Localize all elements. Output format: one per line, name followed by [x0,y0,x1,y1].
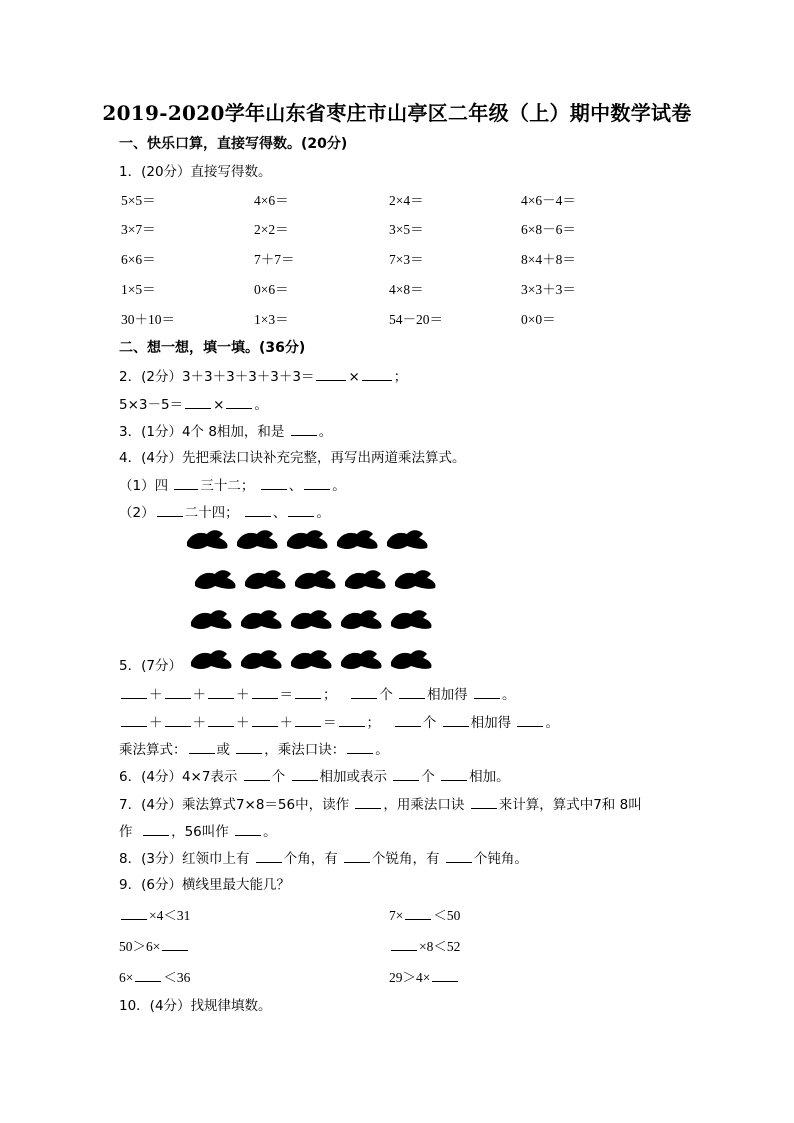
calc-item: 2×2＝ [254,222,289,237]
question-10-stem: 10．(4分）找规律填数。 [119,998,272,1014]
inequality-item: ×8＜52 [389,937,460,956]
answer-blank[interactable] [432,968,458,982]
question-1-stem: 1．(20分）直接写得数。 [119,164,272,180]
answer-blank[interactable] [291,422,317,436]
question-3: 3．(1分）4个 8相加，和是 。 [119,424,333,440]
calc-item: 4×6＝ [254,193,289,208]
answer-blank[interactable] [399,685,425,699]
answer-blank[interactable] [295,713,321,727]
dove-icon [241,610,282,629]
dove-icon [341,650,382,669]
calc-item: 3×7＝ [121,222,156,237]
question-5-line-3: 乘法算式： 或 ，乘法口诀： 。 [119,742,389,758]
dove-icon [345,570,386,589]
answer-blank[interactable] [135,968,161,982]
question-6: 6．(4分）4×7表示 个 相加或表示 个 相加。 [119,769,510,785]
answer-blank[interactable] [474,685,500,699]
answer-blank[interactable] [517,713,543,727]
answer-blank[interactable] [393,767,419,781]
calc-item: 30＋10＝ [121,312,175,327]
dove-icon [287,530,328,549]
inequality-item: 7× ＜50 [389,908,461,923]
answer-blank[interactable] [395,713,421,727]
inequality-item: 6× ＜36 [119,970,191,985]
answer-blank[interactable] [236,740,262,754]
dove-icon [387,530,428,549]
calc-item: 0×0＝ [521,312,556,327]
answer-blank[interactable] [252,685,278,699]
answer-blank[interactable] [157,503,183,517]
answer-blank[interactable] [295,685,321,699]
dove-icon [291,650,332,669]
answer-blank[interactable] [226,395,252,409]
dove-icon [245,570,286,589]
answer-blank[interactable] [446,849,472,863]
answer-blank[interactable] [165,685,191,699]
dove-icon [195,570,236,589]
dove-icon [187,530,228,549]
answer-blank[interactable] [351,685,377,699]
answer-blank[interactable] [208,713,234,727]
calc-item: 0×6＝ [254,282,289,297]
answer-blank[interactable] [121,906,147,920]
question-9-stem: 9．(6分）横线里最大能几？ [119,877,290,893]
page-title: 2019-2020学年山东省枣庄市山亭区二年级（上）期中数学试卷 [102,101,692,125]
answer-blank[interactable] [121,713,147,727]
question-4-stem: 4．(4分）先把乘法口诀补充完整，再写出两道乘法算式。 [119,450,466,466]
answer-blank[interactable] [261,476,287,490]
question-5-stem: 5．(7分） [119,658,182,674]
question-4-part-1: （1）四 三十二； 、 。 [119,478,346,494]
calc-item: 1×5＝ [121,282,156,297]
answer-blank[interactable] [252,713,278,727]
answer-blank[interactable] [391,937,417,951]
answer-blank[interactable] [288,503,314,517]
answer-blank[interactable] [471,795,497,809]
dove-icon [291,610,332,629]
question-2-part-a: 2．(2分）3＋3＋3＋3＋3＋3＝ × ； [119,369,408,385]
dove-icon [191,650,232,669]
answer-blank[interactable] [235,822,261,836]
question-7-line-2: 作 ，56叫作 。 [119,824,277,840]
answer-blank[interactable] [256,849,282,863]
dove-icon [191,610,232,629]
answer-blank[interactable] [443,713,469,727]
answer-blank[interactable] [185,395,211,409]
answer-blank[interactable] [121,685,147,699]
dove-icon [341,610,382,629]
section-2-heading: 二、想一想，填一填。(36分) [119,340,306,356]
answer-blank[interactable] [189,740,215,754]
calc-item: 54－20＝ [389,312,443,327]
calc-item: 7×3＝ [389,252,424,267]
calc-item: 7＋7＝ [254,252,295,267]
answer-blank[interactable] [339,713,365,727]
inequality-item: ×4＜31 [119,906,190,925]
calc-item: 6×6＝ [121,252,156,267]
answer-blank[interactable] [245,503,271,517]
question-5-line-1: ＋ ＋ ＋ ＝ ； 个 相加得 。 [119,685,515,704]
answer-blank[interactable] [165,713,191,727]
question-2-part-b: 5×3－5＝ × 。 [119,397,268,413]
answer-blank[interactable] [143,822,169,836]
dove-icon [337,530,378,549]
question-7-line-1: 7．(4分）乘法算式7×8＝56中，读作 ，用乘法口诀 来计算，算式中7和 8叫 [119,797,642,813]
question-4-part-2: （2） 二十四； 、 。 [119,505,330,521]
calc-item: 3×5＝ [389,222,424,237]
answer-blank[interactable] [344,849,370,863]
calc-item: 3×3＋3＝ [521,282,576,297]
dove-icon [391,650,432,669]
inequality-item: 50＞6× [119,937,190,956]
question-8: 8．(3分）红领巾上有 个角，有 个锐角，有 个钝角。 [119,851,528,867]
dove-icon [237,530,278,549]
answer-blank[interactable] [316,367,346,381]
answer-blank[interactable] [405,906,431,920]
answer-blank[interactable] [174,476,198,490]
inequality-item: 29＞4× [389,968,460,987]
answer-blank[interactable] [347,740,373,754]
answer-blank[interactable] [304,476,330,490]
section-1-heading: 一、快乐口算，直接写得数。(20分) [119,136,348,152]
dove-icon [295,570,336,589]
calc-item: 5×5＝ [121,193,156,208]
calc-item: 6×8－6＝ [521,222,576,237]
calc-item: 4×8＝ [389,282,424,297]
calc-item: 8×4＋8＝ [521,252,576,267]
answer-blank[interactable] [162,937,188,951]
dove-picture [185,524,445,674]
answer-blank[interactable] [208,685,234,699]
dove-icon [391,610,432,629]
calc-item: 1×3＝ [254,312,289,327]
question-5-line-2: ＋ ＋ ＋ ＋ ＝ ； 个 相加得 。 [119,713,559,732]
answer-blank[interactable] [362,367,392,381]
answer-blank[interactable] [441,767,467,781]
calc-item: 2×4＝ [389,193,424,208]
answer-blank[interactable] [244,767,270,781]
dove-icon [395,570,436,589]
dove-icon [241,650,282,669]
answer-blank[interactable] [355,795,381,809]
calc-item: 4×6－4＝ [521,193,576,208]
answer-blank[interactable] [292,767,318,781]
